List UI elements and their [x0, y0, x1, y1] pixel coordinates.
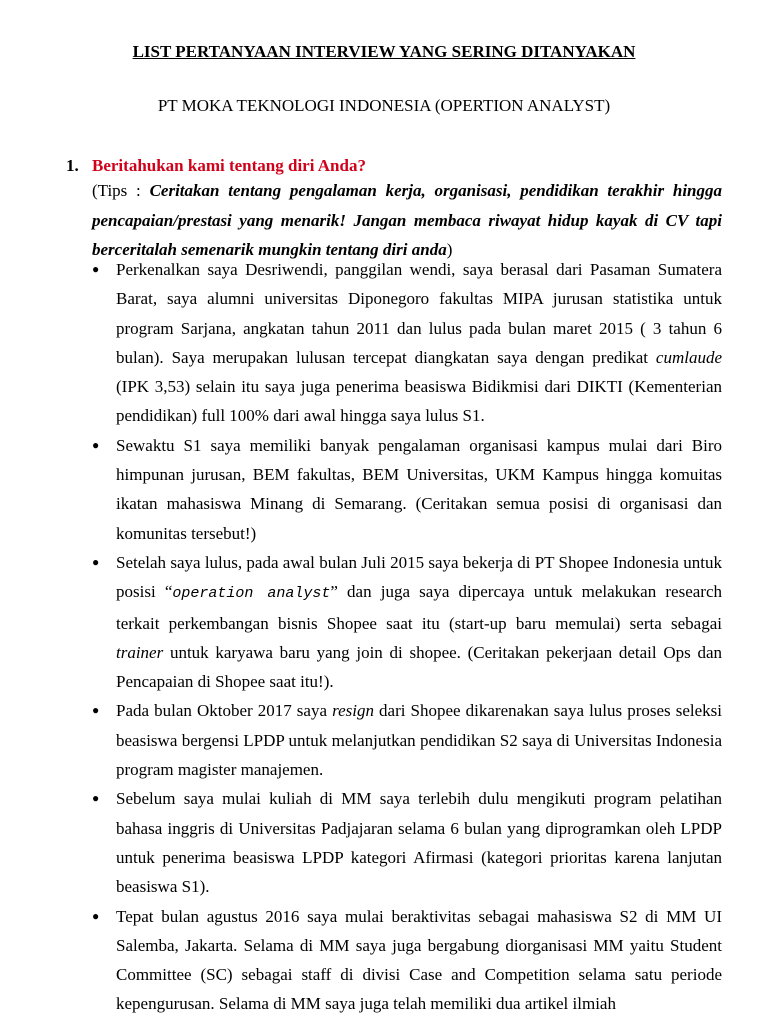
bullet-icon: ●	[92, 554, 100, 569]
bullet-text: dari Shopee dikarenakan saya lulus proses seleksi beasiswa bergensi LPDP untuk melanjutkan pendidikan S2 saya di Universitas Indonesia program magister manajemen.	[116, 701, 722, 780]
list-item	[92, 784, 722, 901]
bullet-text: Setelah saya lulus, pada awal bulan Juli 2015 saya bekerja di PT Shopee Indonesia untuk posisi “	[116, 552, 722, 602]
bullet-text: (IPK 3,53) selain itu saya juga penerima beasiswa Bidikmisi dari DIKTI (Kementerian pendidikan) full 100% dari awal hingga saya lulus S1.	[116, 377, 722, 426]
question-text: Beritahukan kami tentang diri Anda?	[92, 156, 366, 175]
list-item	[92, 255, 722, 431]
question-tips	[92, 176, 722, 265]
question-number: 1.	[66, 156, 79, 175]
bullet-italic-text: resign	[332, 701, 374, 721]
document-subtitle: PT MOKA TEKNOLOGI INDONESIA (OPERTION ANALYST)	[157, 96, 611, 115]
bullet-icon: ●	[92, 262, 100, 276]
answer-bullet-list	[92, 255, 722, 1019]
list-item	[92, 548, 722, 696]
tips-open: (Tips :	[92, 181, 150, 200]
bullet-icon: ●	[92, 791, 100, 806]
bullet-italic-text: operation analyst	[172, 585, 331, 603]
bullet-text: Pada bulan Oktober 2017 saya	[116, 701, 333, 721]
bullet-italic-text: trainer	[116, 642, 164, 662]
bullet-text: Perkenalkan saya Desriwendi, panggilan wendi, saya berasal dari Pasaman Sumatera Barat, saya alumni universitas Diponegoro fakultas MIPA jurusan statistika untuk program Sarjana, angkatan tahun 2011 dan lulus pada bulan maret 2015 ( 3 tahun 6 bulan). Saya merupakan lulusan tercepat diangkatan saya dengan predikat	[116, 260, 722, 367]
bullet-text: Tepat bulan agustus 2016 saya mulai beraktivitas sebagai mahasiswa S2 di MM UI Salemba, Jakarta. Selama di MM saya juga bergabung diorganisasi MM yaitu Student Committee (SC) sebagai staff di divisi Case and Competition selama satu periode kepengurusan. Selama di MM saya juga telah memiliki dua artikel ilmiah	[116, 906, 722, 1014]
bullet-text: untuk karyawa baru yang join di shopee. (Ceritakan pekerjaan detail Ops dan Pencapaian di Shopee saat itu!).	[116, 642, 722, 692]
bullet-italic-text: cumlaude	[655, 347, 722, 367]
bullet-icon: ●	[92, 703, 100, 718]
question-1	[66, 156, 738, 176]
list-item	[92, 902, 722, 1019]
bullet-text: Sewaktu S1 saya memiliki banyak pengalaman organisasi kampus mulai dari Biro himpunan jurusan, BEM fakultas, BEM Universitas, UKM Kampus hingga komuitas ikatan mahasiswa Minang di Semarang. (Ceritakan semua posisi di organisasi dan komunitas tersebut!)	[116, 435, 722, 543]
bullet-icon: ●	[92, 437, 100, 452]
bullet-text: ” dan juga saya dipercaya untuk melakukan research terkait perkembangan bisnis Shopee saat itu (start-up baru memulai) serta sebagai	[116, 582, 722, 633]
list-item	[92, 431, 722, 548]
bullet-icon: ●	[92, 908, 100, 923]
list-item	[92, 696, 722, 784]
tips-body: Ceritakan tentang pengalaman kerja, organisasi, pendidikan terakhir hingga pencapaian/prestasi yang menarik! Jangan membaca riwayat hidup kayak di CV tapi berceritalah semenarik mungkin tentang diri anda	[92, 181, 723, 259]
tips-close: )	[446, 240, 453, 259]
document-title: LIST PERTANYAAN INTERVIEW YANG SERING DITANYAKAN	[132, 42, 636, 61]
bullet-text: Sebelum saya mulai kuliah di MM saya terlebih dulu mengikuti program pelatihan bahasa inggris di Universitas Padjajaran selama 6 bulan yang diprogramkan oleh LPDP untuk penerima beasiswa LPDP kategori Afirmasi (kategori prioritas karena lanjutan beasiswa S1).	[116, 789, 722, 897]
